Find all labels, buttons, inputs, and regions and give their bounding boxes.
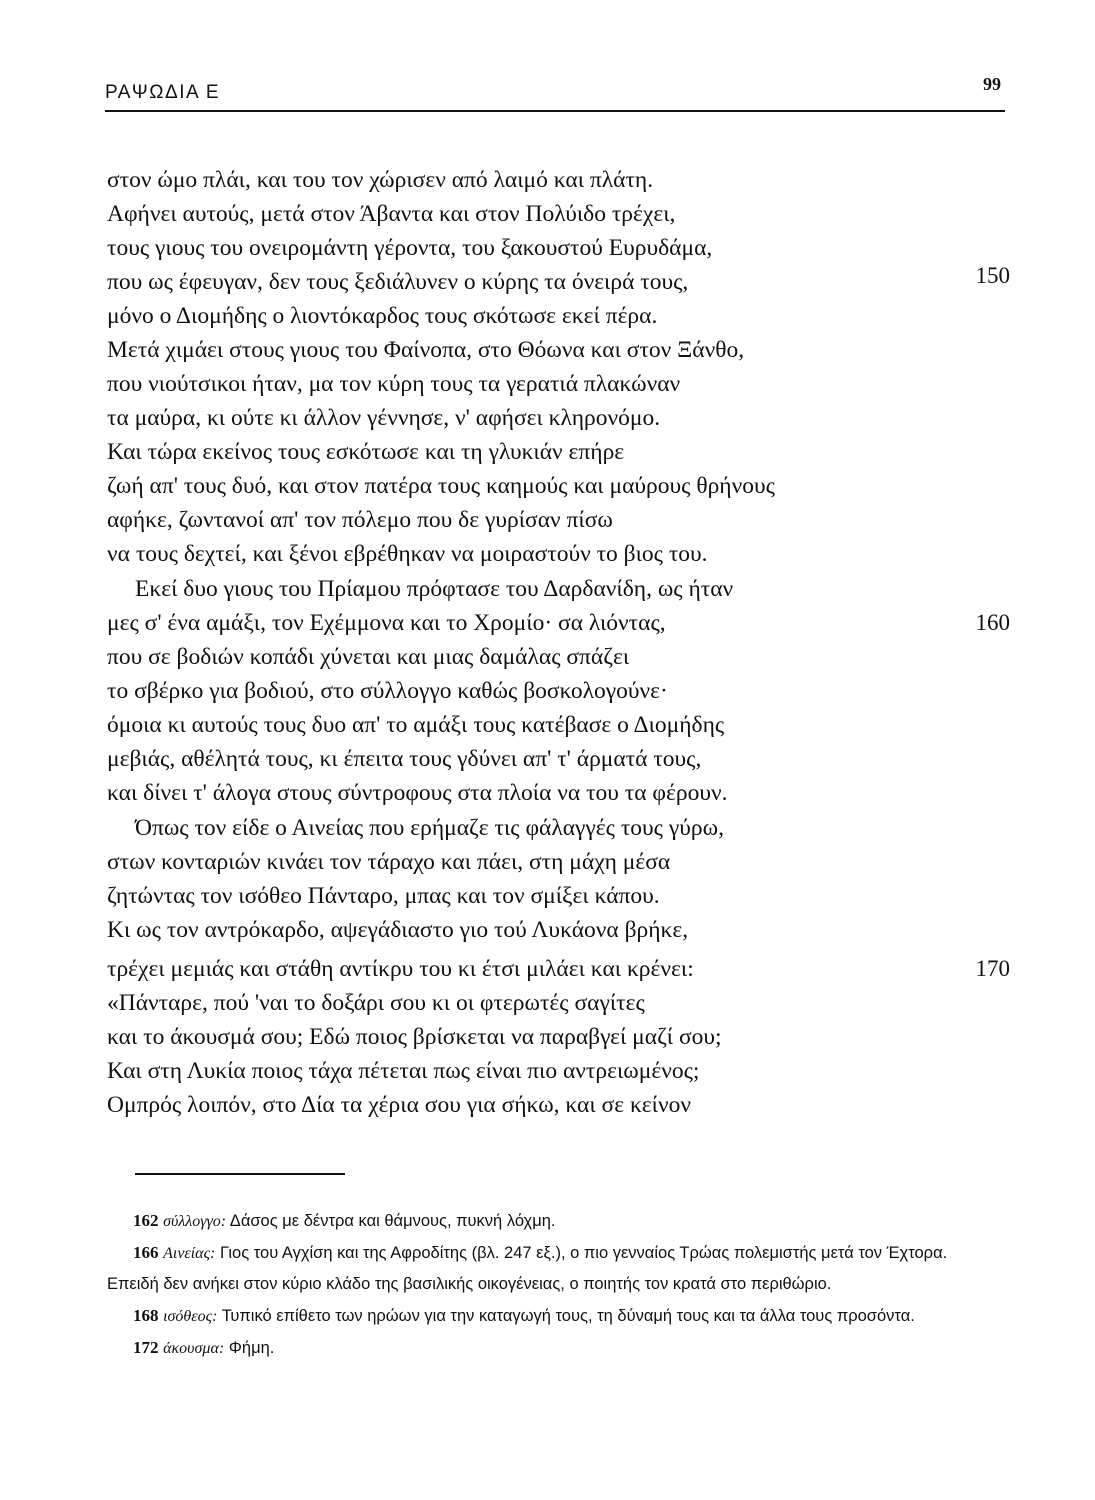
verse-line: Κι ως τον αντρόκαρδο, αψεγάδιαστο γιο τού Λυκάονα βρήκε, xyxy=(107,917,689,943)
footnote-number: 168 xyxy=(133,1306,159,1325)
footnote-text: Γιος του Αγχίση και της Αφροδίτης (βλ. 247 εξ.), ο πιο γενναίος Τρώας πολεμιστής μετά τον Έχτορα. Επειδή δεν ανήκει στον κύριο κλάδο της βασιλικής οικογένειας, ο ποιητής τον κρατά στο περιθώριο. xyxy=(107,1244,948,1293)
footnote-text: Τυπικό επίθετο των ηρώων για την καταγωγή τους, τη δύναμή τους και τα άλλα τους προσόντα. xyxy=(217,1307,915,1325)
verse-line: τρέχει μεμιάς και στάθη αντίκρυ του κι έτσι μιλάει και κρένει: xyxy=(107,956,694,982)
verse-line: «Πάνταρε, πού 'ναι το δοξάρι σου κι οι φτερωτές σαγίτες xyxy=(107,990,645,1016)
verse-line: τα μαύρα, κι ούτε κι άλλον γέννησε, ν' αφήσει κληρονόμο. xyxy=(107,405,661,431)
verse-line: Όπως τον είδε ο Αινείας που ερήμαζε τις φάλαγγές τους γύρω, xyxy=(135,815,724,841)
verse-line: που νιούτσικοι ήταν, μα τον κύρη τους τα γερατιά πλακώναν xyxy=(107,371,681,397)
footnote-term: ισόθεος: xyxy=(163,1308,218,1325)
line-number-160: 160 xyxy=(975,610,1010,635)
footnote-text: Δάσος με δέντρα και θάμνους, πυκνή λόχμη. xyxy=(226,1212,556,1230)
verse-line: ζητώντας τον ισόθεο Πάνταρο, μπας και τον σμίξει κάπου. xyxy=(107,883,660,909)
verse-line: Μετά χιμάει στους γιους του Φαίνοπα, στο Θόωνα και στον Ξάνθο, xyxy=(107,337,745,363)
footnote-separator xyxy=(135,1173,345,1175)
verse-line: Εκεί δυο γιους του Πρίαμου πρόφτασε του Δαρδανίδη, ως ήταν xyxy=(135,576,734,602)
verse-line: ζωή απ' τους δυό, και στον πατέρα τους καημούς και μαύρους θρήνους xyxy=(107,473,775,499)
verse-line: και δίνει τ' άλογα στους σύντροφους στα πλοία να του τα φέρουν. xyxy=(107,780,728,806)
verse-line: στων κονταριών κινάει τον τάραχο και πάει, στη μάχη μέσα xyxy=(107,849,671,875)
verse-line: Ομπρός λοιπόν, στο Δία τα χέρια σου για σήκω, και σε κείνον xyxy=(107,1092,692,1118)
footnote xyxy=(107,1300,957,1332)
line-number-150: 150 xyxy=(975,263,1010,288)
footnote-number: 162 xyxy=(133,1211,159,1230)
footnote-number: 172 xyxy=(133,1338,159,1357)
verse-line: και το άκουσμά σου; Εδώ ποιος βρίσκεται να παραβγεί μαζί σου; xyxy=(107,1024,722,1050)
verse-line: Και τώρα εκείνος τους εσκότωσε και τη γλυκιάν επήρε xyxy=(107,439,625,465)
verse-line: που ως έφευγαν, δεν τους ξεδιάλυνεν ο κύρης τα όνειρά τους, xyxy=(107,269,689,295)
footnotes xyxy=(107,1205,957,1364)
page-number: 99 xyxy=(983,74,1001,94)
verse-line: στον ώμο πλάι, και του τον χώρισεν από λαιμό και πλάτη. xyxy=(107,167,654,193)
verse-line: μες σ' ένα αμάξι, τον Εχέμμονα και το Χρομίο· σα λιόντας, xyxy=(107,610,666,636)
line-number-170: 170 xyxy=(975,956,1010,981)
footnote xyxy=(107,1237,957,1300)
verse-line: το σβέρκο για βοδιού, στο σύλλογγο καθώς βοσκολογούνε· xyxy=(107,678,668,704)
footnote-term: σύλλογγο: xyxy=(163,1213,227,1230)
verse-line: τους γιους του ονειρομάντη γέροντα, του ξακουστού Ευρυδάμα, xyxy=(107,235,713,261)
verse-line: Αφήνει αυτούς, μετά στον Άβαντα και στον Πολύιδο τρέχει, xyxy=(107,201,676,227)
verse-line: να τους δεχτεί, και ξένοι εβρέθηκαν να μοιραστούν το βιος του. xyxy=(107,541,708,567)
verse-line: που σε βοδιών κοπάδι χύνεται και μιας δαμάλας σπάζει xyxy=(107,644,630,670)
running-title: ΡΑΨΩΔΙΑ Ε xyxy=(105,82,221,103)
verse-line: Και στη Λυκία ποιος τάχα πέτεται πως είναι πιο αντρειωμένος; xyxy=(107,1058,700,1084)
footnote xyxy=(107,1205,957,1237)
verse-line: αφήκε, ζωντανοί απ' τον πόλεμο που δε γυρίσαν πίσω xyxy=(107,507,613,533)
footnote-number: 166 xyxy=(133,1243,159,1262)
verse-line: μεβιάς, αθέλητά τους, κι έπειτα τους γδύνει απ' τ' άρματά τους, xyxy=(107,746,702,772)
footnote-term: άκουσμα: xyxy=(163,1340,225,1357)
footnote-term: Αινείας: xyxy=(163,1245,216,1262)
verse-line: όμοια κι αυτούς τους δυο απ' το αμάξι τους κατέβασε ο Διομήδης xyxy=(107,712,725,738)
footnote xyxy=(107,1332,957,1364)
verse-line: μόνο ο Διομήδης ο λιοντόκαρδος τους σκότωσε εκεί πέρα. xyxy=(107,303,658,329)
footnote-text: Φήμη. xyxy=(224,1339,275,1357)
